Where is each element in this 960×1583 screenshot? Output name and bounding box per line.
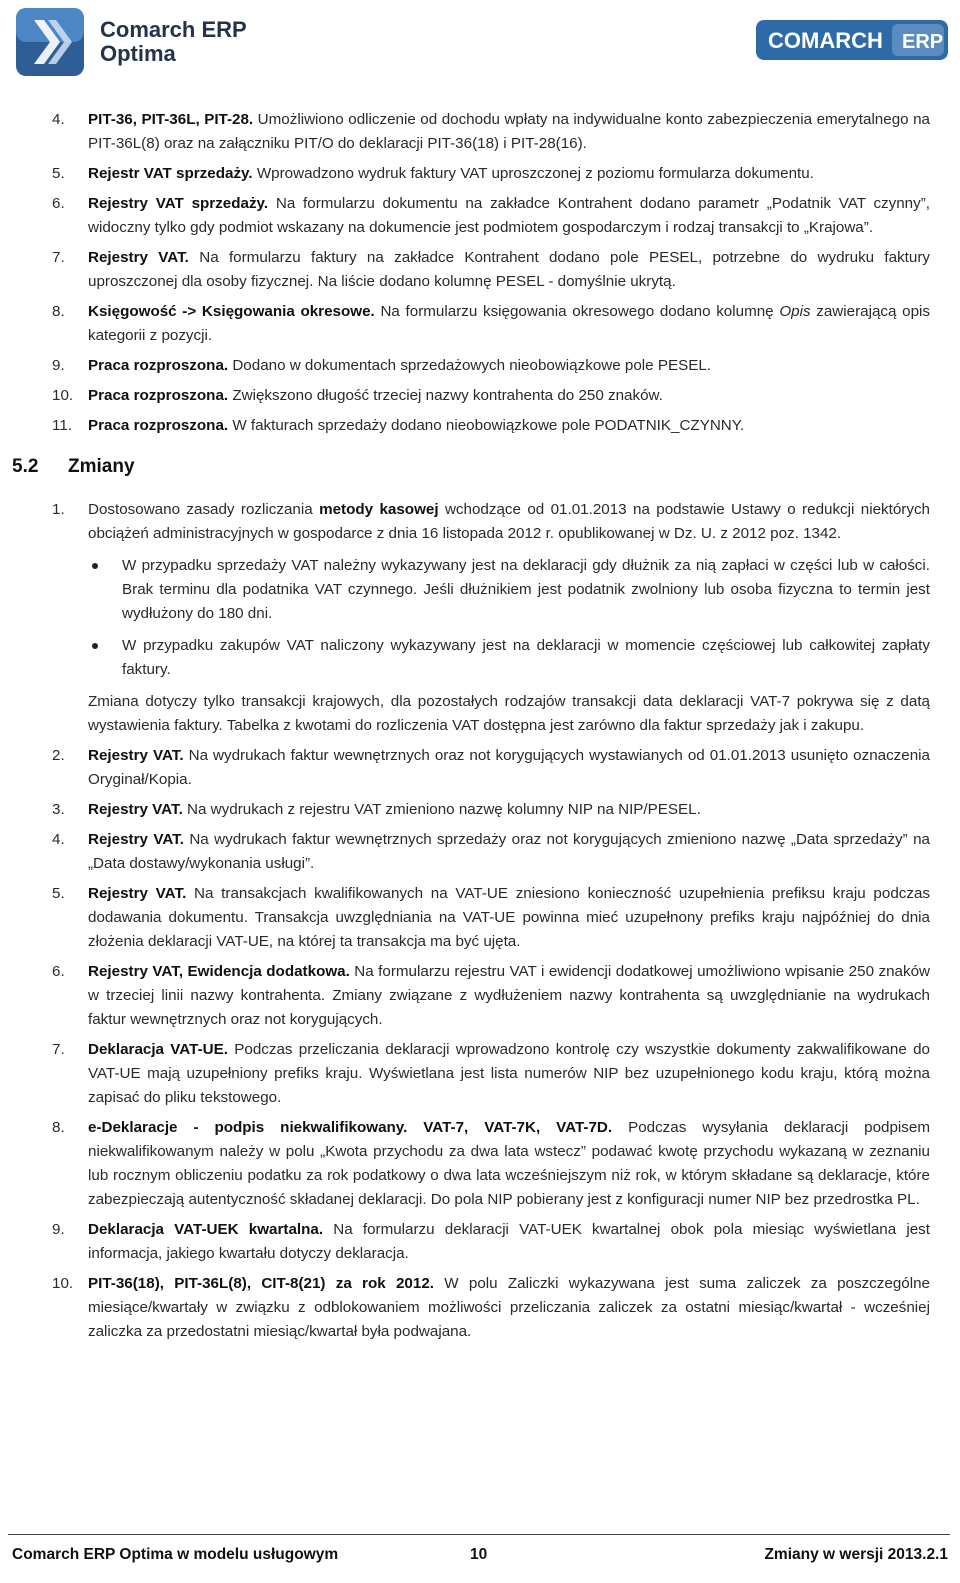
list-item (0, 798, 960, 822)
changes-list (0, 498, 960, 738)
item-text: Dodano w dokumentach sprzedażowych nieobowiązkowe pole PESEL. (228, 357, 712, 374)
svg-text:ERP: ERP (902, 31, 944, 53)
item-text: Na formularzu deklaracji VAT-UEK kwartalnej obok pola miesiąc wyświetlana jest informacja, jakiego kwartału dotyczy deklaracja. (88, 1221, 930, 1262)
bullet-item (88, 634, 930, 682)
item-text: W fakturach sprzedaży dodano nieobowiązkowe pole PODATNIK_CZYNNY. (228, 417, 745, 434)
item-text: Na wydrukach z rejestru VAT zmieniono nazwę kolumny NIP na NIP/PESEL. (182, 801, 701, 818)
item-text: Umożliwiono odliczenie od dochodu wpłaty na indywidualne konto zabezpieczenia emerytalnego na PIT-36L(8) oraz na załączniku PIT/O do deklaracji PIT-36(18) i PIT-28(16). (88, 111, 930, 152)
list-item (0, 1038, 960, 1110)
item-number: 11. (52, 417, 72, 434)
item-number: 9. (52, 357, 65, 374)
list-item (0, 744, 960, 792)
item-number: 3. (52, 801, 65, 818)
footer-right: Zmiany w wersji 2013.2.1 (764, 1546, 948, 1563)
item-bold-text: PIT-36(18), PIT-36L(8), CIT-8(21) za rok 2012. (88, 1275, 434, 1292)
item-text: Podczas przeliczania deklaracji wprowadzono kontrolę czy wszystkie dokumenty zakwalifikowane do VAT-UE mają uzupełniony prefiks kraju. Wyświetlana jest lista numerów NIP bez uzupełnionego kodu kraju, którą można zapisać do pliku tekstowego. (88, 1041, 930, 1106)
logo-wordmark (100, 18, 247, 66)
comarch-erp-badge-icon (756, 20, 948, 60)
item-text: Podczas wysyłania deklaracji podpisem niekwalifikowanym należy w polu „Kwota przychodu za dwa lata wstecz” podawać kwotę przychodu wykazaną w zeznaniu lub rocznym obliczeniu podatku za rok podatkowy o dwa lata wcześniejszym niż rok, w którym składane są deklaracje, które zabezpieczają autentyczność składanej deklaracji. Do pola NIP pobierany jest z konfiguracji numer NIP bez przedrostka PL. (88, 1119, 930, 1208)
item-text-tail: zawierającą opis kategorii z pozycji. (88, 303, 930, 344)
item-number: 6. (52, 195, 65, 212)
comarch-erp-optima-logo (14, 6, 247, 78)
item-text: W polu Zaliczki wykazywana jest suma zaliczek za poszczególne miesiące/kwartały w związku z odblokowaniem możliwości przeliczania zaliczek za ostatni miesiąc/kwartał - wcześniej zaliczka za przedostatni miesiąc/kwartał była podwajana. (88, 1275, 930, 1340)
list-item (0, 384, 960, 408)
bullet-text: W przypadku sprzedaży VAT należny wykazywany jest na deklaracji gdy dłużnik za nią zapłaci w części lub w całości. Brak terminu dla podatnika VAT czynnego. Jeśli dłużnikiem jest podatnik zwolniony lub osoba fizyczna to termin jest wydłużony do 180 dni. (122, 557, 930, 622)
item-text: Na formularzu rejestru VAT i ewidencji dodatkowej umożliwiono wpisanie 250 znaków w trzeciej linii nazwy kontrahenta. Zmiany związane z wydłużeniem nazwy kontrahenta są uwzględnianie na wydrukach faktur wewnętrznych oraz not korygujących. (88, 963, 930, 1028)
new-features-list (0, 108, 960, 438)
item-number: 9. (52, 1221, 65, 1238)
item-bold-text: Praca rozproszona. (88, 387, 229, 404)
item-text: Na wydrukach faktur wewnętrznych oraz not korygujących wystawianych od 01.01.2013 usunięto oznaczenia Oryginał/Kopia. (88, 747, 930, 788)
list-item (0, 882, 960, 954)
item-bold-text: e-Deklaracje - podpis niekwalifikowany. VAT-7, VAT-7K, VAT-7D. (88, 1119, 613, 1136)
optima-emblem-icon (14, 6, 86, 78)
list-item (0, 1272, 960, 1344)
item-bold-text: Rejestry VAT. (88, 801, 183, 818)
comarch-erp-logo (756, 20, 948, 65)
list-item (0, 1218, 960, 1266)
item-bold-text: Rejestry VAT. (88, 831, 184, 848)
item-number: 7. (52, 249, 65, 266)
item-bold-text: Praca rozproszona. (88, 357, 229, 374)
bullet-list (88, 554, 930, 682)
item-bold-text: Deklaracja VAT-UEK kwartalna. (88, 1221, 324, 1238)
item-text: Wprowadzono wydruk faktury VAT uproszczonej z poziomu formularza dokumentu. (252, 165, 814, 182)
item-number: 1. (52, 501, 65, 518)
list-item (0, 192, 960, 240)
item-bold-text: Rejestry VAT. (88, 249, 189, 266)
item-number: 10. (52, 387, 74, 404)
section-heading (0, 456, 960, 482)
item-bold-text: Rejestry VAT sprzedaży. (88, 195, 269, 212)
footer-left: Comarch ERP Optima w modelu usługowym (12, 1546, 339, 1563)
item-number: 6. (52, 963, 65, 980)
item-number: 10. (52, 1275, 74, 1292)
page-number: 10 (470, 1546, 488, 1563)
item-paragraph: Zmiana dotyczy tylko transakcji krajowych, dla pozostałych rodzajów transakcji data deklaracji VAT-7 pokrywa się z datą wystawienia faktury. Tabelka z kwotami do rozliczenia VAT dostępna jest zarówno dla faktur sprzedaży jak i zakupu. (88, 693, 930, 734)
list-item (0, 108, 960, 156)
item-text: Na formularzu księgowania okresowego dodano kolumnę (374, 303, 780, 320)
list-item (0, 354, 960, 378)
bullet-item (88, 554, 930, 626)
item-bold-text: PIT-36, PIT-36L, PIT-28. (88, 111, 254, 128)
page-header (0, 0, 960, 90)
list-item (0, 828, 960, 876)
item-text: Na formularzu faktury na zakładce Kontrahent dodano pole PESEL, potrzebne do wydruku faktury uproszczonej dla osoby fizycznej. Na liście dodano kolumnę PESEL - domyślnie ukrytą. (88, 249, 930, 290)
item-number: 8. (52, 303, 65, 320)
item-number: 8. (52, 1119, 65, 1136)
bullet-text: W przypadku zakupów VAT naliczony wykazywany jest na deklaracji w momencie częściowej lub całkowitej zapłaty faktury. (122, 637, 930, 678)
item-text: Na formularzu dokumentu na zakładce Kontrahent dodano parametr „Podatnik VAT czynny”, widoczny tylko gdy podmiot wskazany na dokumencie jest podmiotem gospodarczym i rodzaj transakcji to „Krajowa”. (88, 195, 930, 236)
item-text: Na transakcjach kwalifikowanych na VAT-UE zniesiono konieczność uzupełnienia prefiksu kraju podczas dodawania dokumentu. Transakcja uwzględniania na VAT-UE powinna mieć uzupełnony prefiks kraju najpóźniej do dnia złożenia deklaracji VAT-UE, na której ta transakcja ma być ujęta. (88, 885, 930, 950)
section-title: Zmiany (68, 456, 135, 477)
svg-text:COMARCH: COMARCH (768, 28, 883, 53)
list-item (0, 414, 960, 438)
list-item (0, 1116, 960, 1212)
changes-list-continued (0, 744, 960, 1344)
item-italic-text: Opis (779, 303, 811, 320)
list-item (0, 960, 960, 1032)
document-body (0, 108, 960, 1350)
bullet-dot-icon (92, 643, 98, 649)
item-bold-text: Praca rozproszona. (88, 417, 229, 434)
logo-line-1: Comarch ERP (100, 17, 247, 42)
item-bold-text: metody kasowej (319, 501, 439, 518)
footer-divider (8, 1534, 950, 1535)
bullet-dot-icon (92, 563, 98, 569)
item-number: 5. (52, 165, 65, 182)
item-text-post: wchodzące od 01.01.2013 na podstawie Ustawy o redukcji niektórych obciążeń administracyjnych w gospodarce z dnia 16 listopada 2012 r. opublikowanej w Dz. U. z 2012 poz. 1342. (88, 501, 930, 542)
item-bold-text: Deklaracja VAT-UE. (88, 1041, 228, 1058)
item-bold-text: Rejestry VAT, Ewidencja dodatkowa. (88, 963, 350, 980)
list-item (0, 246, 960, 294)
list-item (0, 162, 960, 186)
item-number: 4. (52, 111, 65, 128)
item-bold-text: Rejestr VAT sprzedaży. (88, 165, 253, 182)
item-number: 7. (52, 1041, 65, 1058)
section-number: 5.2 (12, 456, 39, 477)
item-text: Na wydrukach faktur wewnętrznych sprzedaży oraz not korygujących zmieniono nazwę „Data sprzedaży” na „Data dostawy/wykonania usługi”. (88, 831, 930, 872)
item-bold-text: Rejestry VAT. (88, 885, 187, 902)
item-bold-text: Rejestry VAT. (88, 747, 184, 764)
list-item (0, 498, 960, 738)
item-number: 5. (52, 885, 65, 902)
item-text: Zwiększono długość trzeciej nazwy kontrahenta do 250 znaków. (228, 387, 663, 404)
item-number: 4. (52, 831, 65, 848)
logo-line-2: Optima (100, 41, 176, 66)
item-bold-text: Księgowość -> Księgowania okresowe. (88, 303, 375, 320)
item-number: 2. (52, 747, 65, 764)
list-item (0, 300, 960, 348)
item-text-pre: Dostosowano zasady rozliczania (88, 501, 320, 518)
